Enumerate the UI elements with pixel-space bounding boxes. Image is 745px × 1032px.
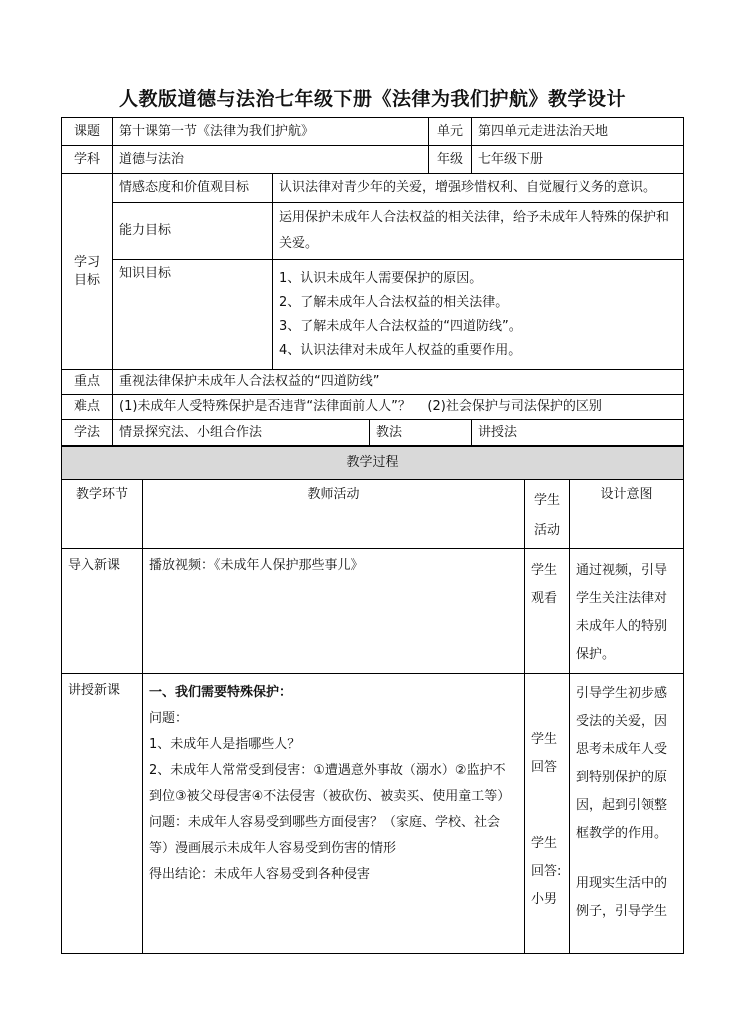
lecture-line: 2、未成年人常常受到侵害：①遭遇意外事故（溺水）②监护不到位③被父母侵害④不法侵害（被砍伤、被卖买、使用童工等）	[149, 763, 511, 804]
knowledge-item: 1、认识未成年人需要保护的原因。	[279, 270, 483, 286]
column-stage: 教学环节	[62, 480, 143, 549]
knowledge-goal-list	[273, 260, 684, 370]
ability-goal-label: 能力目标	[113, 203, 273, 260]
subject-value: 道德与法治	[113, 146, 429, 174]
column-intent: 设计意图	[570, 480, 684, 549]
knowledge-goal-label: 知识目标	[113, 260, 273, 370]
lecture-intent-2: 用现实生活中的例子，引导学生	[576, 876, 668, 919]
lecture-section-heading: 一、我们需要特殊保护：	[149, 685, 293, 700]
lecture-line: 1、未成年人是指哪些人？	[149, 737, 301, 752]
grade-value: 七年级下册	[472, 146, 684, 174]
lecture-student-1: 学生回答	[531, 732, 558, 775]
difficulty-value: (1)未成年人受特殊保护是否违背“法律面前人人”？ (2)社会保护与司法保护的区别	[113, 395, 684, 420]
emotion-goal-label: 情感态度和价值观目标	[113, 174, 273, 203]
lesson-info-table	[61, 117, 684, 446]
intro-teacher-activity: 播放视频：《未成年人保护那些事儿》	[143, 549, 525, 674]
study-method-value: 情景探究法、小组合作法	[113, 420, 370, 446]
intro-design-intent: 通过视频，引导学生关注法律对未成年人的特别保护。	[570, 549, 684, 674]
lecture-line: 得出结论：未成年人容易受到各种侵害	[149, 867, 371, 882]
lecture-line: 问题：未成年人容易受到哪些方面侵害？（家庭、学校、社会等）漫画展示未成年人容易受到伤害的情形	[149, 815, 501, 856]
grade-label: 年级	[429, 146, 472, 174]
goals-label: 学习目标	[62, 174, 113, 370]
study-method-label: 学法	[62, 420, 113, 446]
knowledge-item: 4、认识法律对未成年人权益的重要作用。	[279, 342, 522, 358]
lecture-line: 问题：	[149, 711, 189, 726]
knowledge-item: 3、了解未成年人合法权益的“四道防线”。	[279, 318, 522, 334]
lecture-design-intent	[570, 674, 684, 954]
lesson-value: 第十课第一节《法律为我们护航》	[113, 118, 429, 146]
column-teacher: 教师活动	[143, 480, 525, 549]
intro-stage: 导入新课	[62, 549, 143, 674]
difficulty-label: 难点	[62, 395, 113, 420]
intro-student-activity: 学生观看	[525, 549, 570, 674]
key-point-value: 重视法律保护未成年人合法权益的“四道防线”	[113, 370, 684, 395]
lecture-intent-1: 引导学生初步感受法的关爱，因思考未成年人受到特别保护的原因，起到引领整框教学的作用。	[576, 686, 668, 841]
teach-method-label: 教法	[370, 420, 472, 446]
subject-label: 学科	[62, 146, 113, 174]
lecture-student-activity	[525, 674, 570, 954]
unit-label: 单元	[429, 118, 472, 146]
process-header: 教学过程	[62, 447, 684, 480]
teaching-process-table	[61, 446, 684, 954]
lecture-stage: 讲授新课	[62, 674, 143, 954]
document-title: 人教版道德与法治七年级下册《法律为我们护航》教学设计	[118, 88, 626, 110]
column-student: 学生活动	[525, 480, 570, 549]
emotion-goal-value: 认识法律对青少年的关爱，增强珍惜权利、自觉履行义务的意识。	[273, 174, 684, 203]
lecture-student-2: 学生回答:小男	[531, 836, 562, 907]
knowledge-item: 2、了解未成年人合法权益的相关法律。	[279, 294, 509, 310]
ability-goal-value: 运用保护未成年人合法权益的相关法律，给予未成年人特殊的保护和关爱。	[273, 203, 684, 260]
unit-value: 第四单元走进法治天地	[472, 118, 684, 146]
key-point-label: 重点	[62, 370, 113, 395]
teach-method-value: 讲授法	[472, 420, 684, 446]
lesson-label: 课题	[62, 118, 113, 146]
lecture-teacher-activity	[143, 674, 525, 954]
